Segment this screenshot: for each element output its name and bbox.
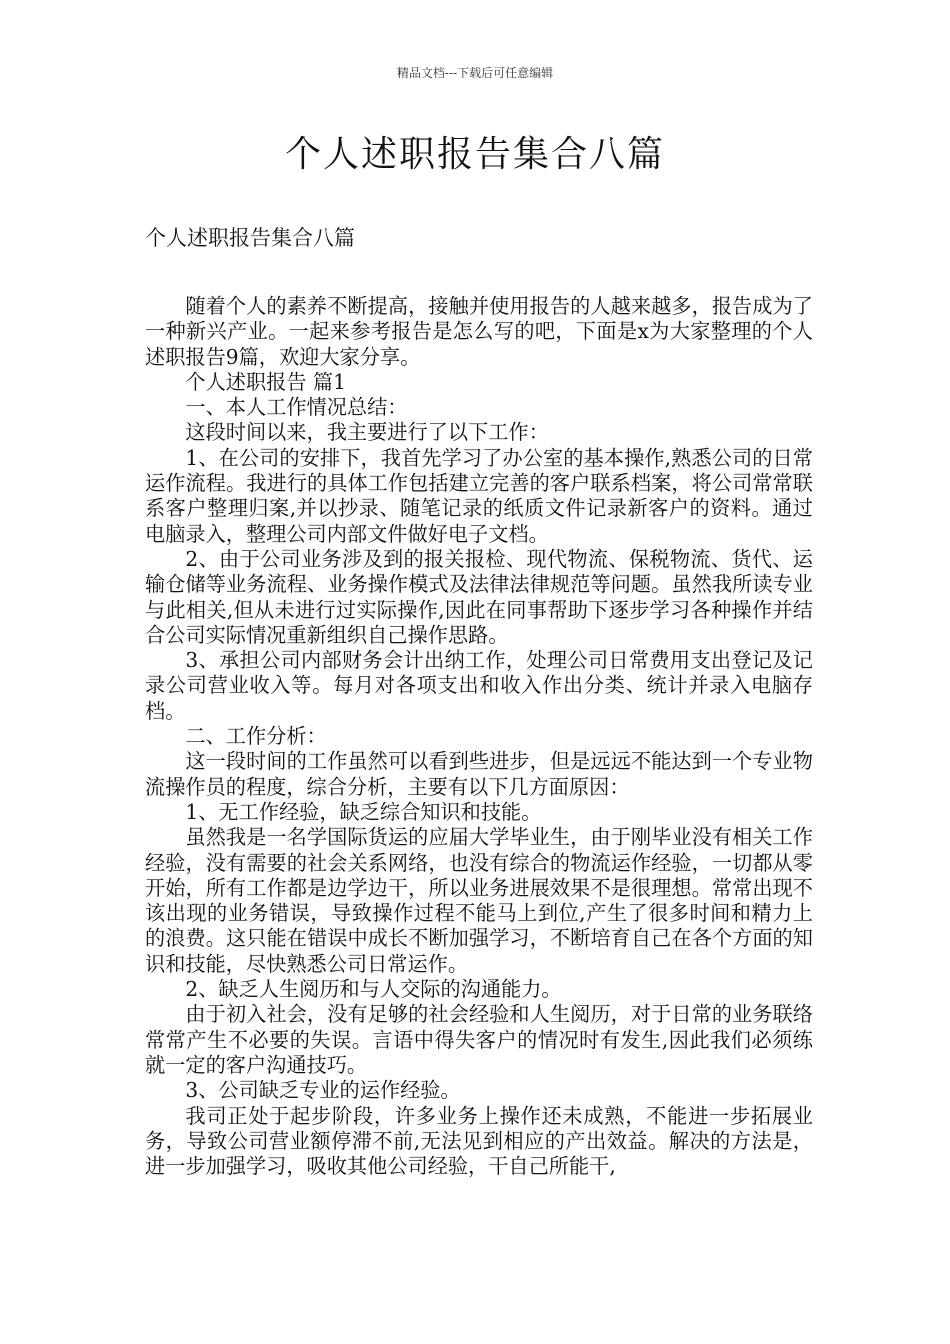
paragraph-heading: 二、工作分析： <box>185 724 327 749</box>
paragraph: 我司正处于起步阶段，许多业务上操作还未成熟，不能进一步拓展业务，导致公司营业额停滞不前,无法见到相应的产出效益。解决的方法是，进一步加强学习，吸收其他公司经验，干自己所能干, <box>145 1103 813 1179</box>
section-heading: 个人述职报告 篇1 <box>185 369 346 394</box>
paragraph-heading: 1、无工作经验，缺乏综合知识和技能。 <box>185 799 542 824</box>
paragraph: 这一段时间的工作虽然可以看到些进步，但是远远不能达到一个专业物流操作员的程度，综合分析，主要有以下几方面原因： <box>145 749 813 799</box>
document-title: 个人述职报告集合八篇 <box>284 134 665 175</box>
paragraph: 虽然我是一名学国际货运的应届大学毕业生，由于刚毕业没有相关工作经验，没有需要的社会关系网络，也没有综合的物流运作经验，一切都从零开始，所有工作都是边学边干，所以业务进展效果不是很理想。常常出现不该出现的业务错误，导致操作过程不能马上到位,产生了很多时间和精力上的浪费。这只能在错误中成长不断加强学习，不断培育自己在各个方面的知识和技能，尽快熟悉公司日常运作。 <box>145 825 813 976</box>
paragraph: 这段时间以来，我主要进行了以下工作： <box>185 420 549 445</box>
paragraph-heading: 一、本人工作情况总结： <box>185 395 408 420</box>
document-subtitle: 个人述职报告集合八篇 <box>145 226 355 250</box>
paragraph: 由于初入社会，没有足够的社会经验和人生阅历，对于日常的业务联络常常产生不必要的失误。言语中得失客户的情况时有发生,因此我们必须练就一定的客户沟通技巧。 <box>145 1002 813 1077</box>
paragraph-heading: 3、公司缺乏专业的运作经验。 <box>185 1078 461 1103</box>
paragraph: 2、由于公司业务涉及到的报关报检、现代物流、保税物流、货代、运输仓储等业务流程、业务操作模式及法律法律规范等问题。虽然我所读专业与此相关,但从未进行过实际操作,因此在同事帮助下逐步学习各种操作并结合公司实际情况重新组织自己操作思路。 <box>145 546 813 647</box>
paragraph-intro: 随着个人的素养不断提高，接触并使用报告的人越来越多，报告成为了一种新兴产业。一起来参考报告是怎么写的吧，下面是x为大家整理的个人述职报告9篇，欢迎大家分享。 <box>145 294 813 369</box>
paragraph: 3、承担公司内部财务会计出纳工作，处理公司日常费用支出登记及记录公司营业收入等。每月对各项支出和收入作出分类、统计并录入电脑存档。 <box>145 648 813 723</box>
header-note: 精品文档---下载后可任意编辑 <box>396 66 554 80</box>
document-body <box>145 294 813 1179</box>
paragraph-heading: 2、缺乏人生阅历和与人交际的沟通能力。 <box>185 977 562 1002</box>
paragraph: 1、在公司的安排下，我首先学习了办公室的基本操作,熟悉公司的日常运作流程。我进行的具体工作包括建立完善的客户联系档案，将公司常常联系客户整理归案,并以抄录、随笔记录的纸质文件记录新客户的资料。通过电脑录入，整理公司内部文件做好电子文档。 <box>145 445 813 546</box>
